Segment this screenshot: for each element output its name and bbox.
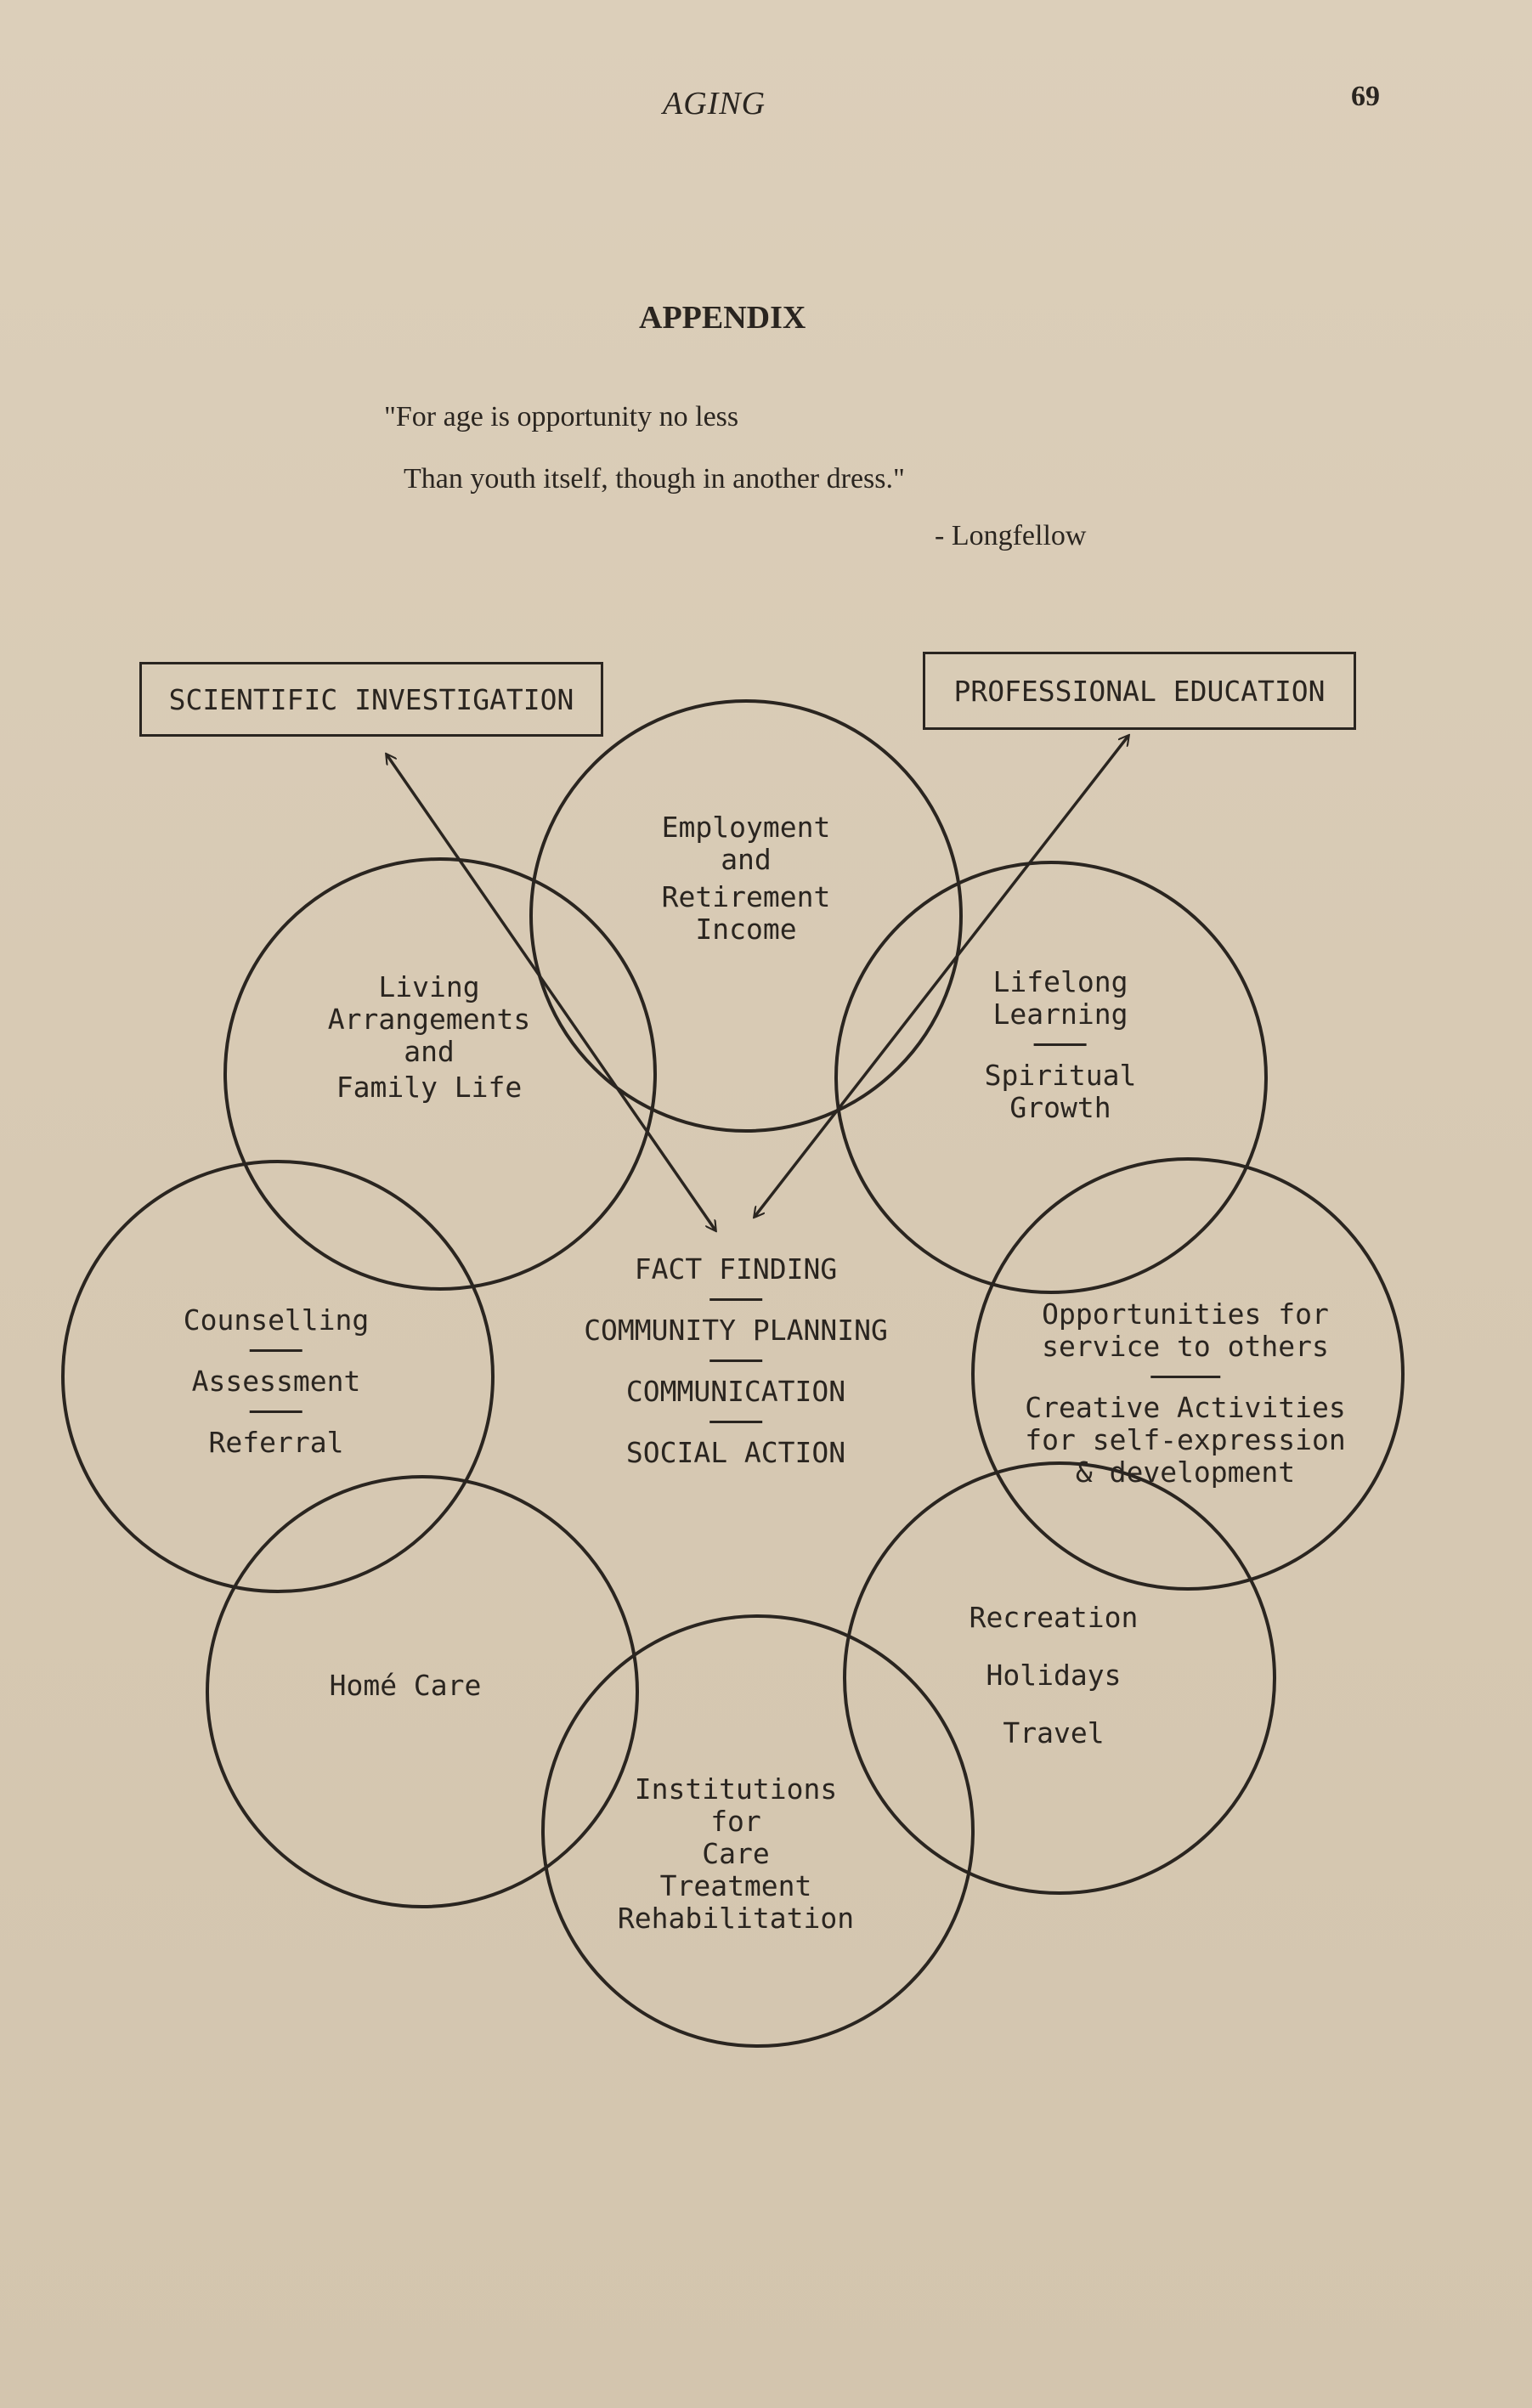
counselling-label: Counselling Assessment Referral xyxy=(183,1303,370,1459)
recreation-label: Recreation Holidays Travel xyxy=(969,1601,1139,1749)
living-arrangements-label: Living Arrangements and Family Life xyxy=(327,970,531,1104)
divider xyxy=(250,1410,302,1413)
page-number: 69 xyxy=(1351,81,1380,112)
quote-line-1: "For age is opportunity no less xyxy=(384,401,739,432)
divider xyxy=(709,1298,762,1301)
opportunities-label: Opportunities for service to others Creative Activities for self-expression & development xyxy=(1025,1297,1346,1489)
communication: COMMUNICATION xyxy=(625,1375,846,1408)
running-header: AGING xyxy=(663,86,766,122)
fact-finding: FACT FINDING xyxy=(634,1252,838,1286)
scientific-investigation-box: SCIENTIFIC INVESTIGATION xyxy=(139,662,603,737)
divider xyxy=(709,1359,762,1362)
social-action: SOCIAL ACTION xyxy=(625,1436,846,1469)
divider xyxy=(709,1421,762,1423)
institutions-label: Institutions for Care Treatment Rehabilitation xyxy=(617,1772,855,1935)
home-care-label: Homé Care xyxy=(329,1669,482,1702)
community-planning: COMMUNITY PLANNING xyxy=(584,1314,888,1347)
professional-education-box: PROFESSIONAL EDUCATION xyxy=(923,652,1356,730)
center-activities-label xyxy=(584,1253,888,1469)
quote-line-2: Than youth itself, though in another dress." xyxy=(404,463,905,495)
divider xyxy=(1150,1376,1220,1378)
divider xyxy=(1034,1043,1087,1046)
quote-attribution: - Longfellow xyxy=(935,520,1087,551)
divider xyxy=(250,1349,302,1352)
lifelong-learning-label: Lifelong Learning Spiritual Growth xyxy=(984,965,1137,1124)
employment-label: Employment and Retirement Income xyxy=(661,811,831,946)
appendix-heading: APPENDIX xyxy=(639,300,806,336)
